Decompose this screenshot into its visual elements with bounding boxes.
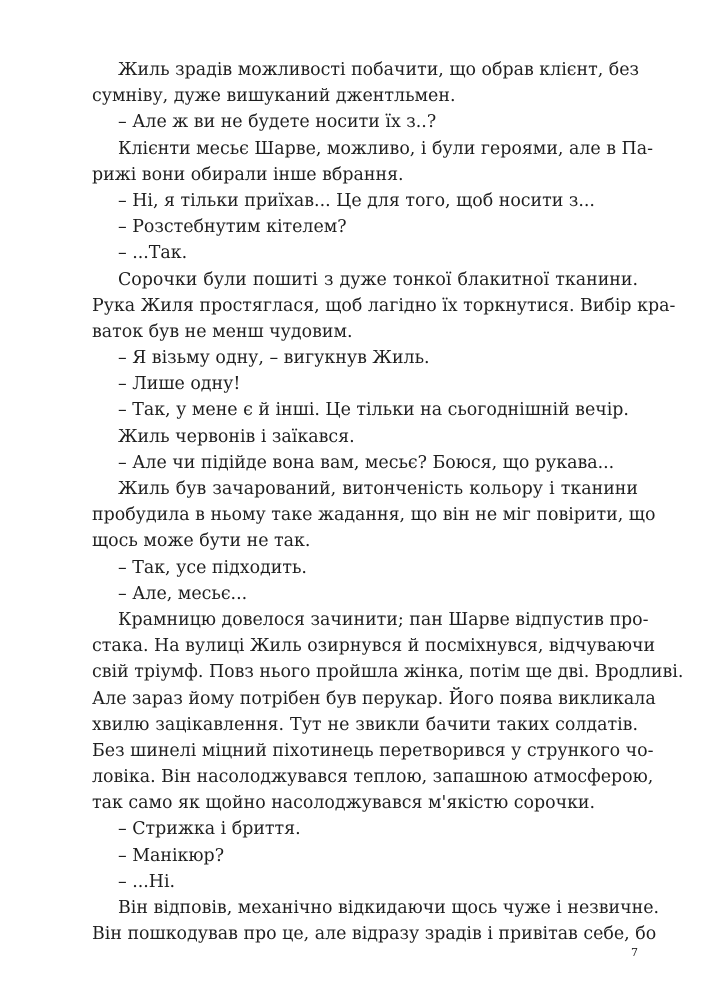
text-line: Рука Жиля простяглася, щоб лагідно їх торкнутися. Вибір кра- [92, 295, 676, 316]
page-number: 7 [631, 946, 638, 959]
text-line: – Стрижка і бриття. [118, 819, 301, 840]
body-text [92, 57, 684, 947]
text-line: так само як щойно насолоджувався м'якістю сорочки. [92, 793, 596, 814]
text-line: свій тріумф. Повз нього пройшла жінка, потім ще дві. Вродливі. [92, 662, 684, 683]
text-line: хвилю зацікавлення. Тут не звикли бачити таких солдатів. [92, 714, 638, 735]
text-line: Крамницю довелося зачинити; пан Шарве відпустив про- [118, 609, 649, 630]
text-line: сумніву, дуже вишуканий джентльмен. [92, 86, 456, 107]
text-line: Він пошкодував про це, але відразу зрадів і привітав себе, бо [92, 924, 657, 945]
text-line: – ...Ні. [118, 871, 176, 892]
text-line: пробудила в ньому таке жадання, що він не міг повірити, що [92, 505, 656, 526]
text-line: щось може бути не так. [92, 531, 311, 552]
text-line: – Розстебнутим кітелем? [118, 217, 347, 238]
text-line: Жиль червонів і заїкався. [118, 426, 355, 447]
text-line: Він відповів, механічно відкидаючи щось чуже і незвичне. [118, 898, 660, 918]
text-line: Клієнти месьє Шарве, можливо, і були героями, але в Па- [118, 138, 653, 159]
text-line: ловіка. Він насолоджувався теплою, запашною атмосферою, [92, 767, 654, 788]
text-line: Але зараз йому потрібен був перукар. Його поява викликала [92, 688, 656, 709]
text-line: – Я візьму одну, – вигукнув Жиль. [118, 348, 430, 369]
text-line: – Лише одну! [118, 374, 241, 395]
text-line: рижі вони обирали інше вбрання. [92, 164, 404, 185]
text-line: Жиль був зачарований, витонченість кольору і тканини [118, 479, 638, 499]
text-line: – Манікюр? [118, 845, 225, 866]
text-line: – Але, месьє... [118, 583, 248, 604]
text-line: Жиль зрадів можливості побачити, що обрав клієнт, без [118, 60, 640, 80]
text-line: – Але ж ви не будете носити їх з..? [118, 112, 437, 133]
text-line: Сорочки були пошиті з дуже тонкої блакитної тканини. [118, 269, 638, 290]
text-line: – Так, усе підходить. [118, 557, 307, 578]
text-line: – Але чи підійде вона вам, месьє? Боюся, що рукава... [118, 452, 615, 473]
text-line: Без шинелі міцний піхотинець перетворився у стрункого чо- [92, 740, 654, 761]
text-line: ваток був не менш чудовим. [92, 321, 353, 342]
text-line: стака. На вулиці Жиль озирнувся й посміхнувся, відчуваючи [92, 636, 656, 657]
text-line: – Так, у мене є й інші. Це тільки на сьогоднішній вечір. [118, 400, 629, 421]
text-line: – ...Так. [118, 243, 188, 264]
text-line: – Ні, я тільки приїхав... Це для того, щоб носити з... [118, 190, 595, 211]
